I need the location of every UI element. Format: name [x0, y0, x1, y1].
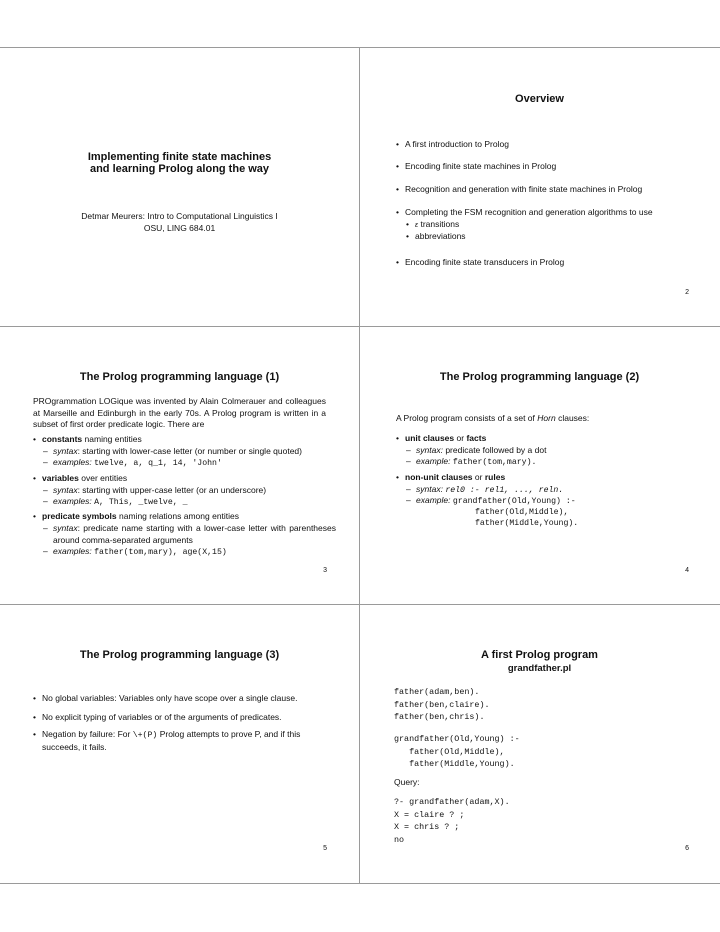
- code: father(tom,mary).: [452, 458, 537, 467]
- slide-1-author: Detmar Meurers: Intro to Computational Linguistics I: [81, 211, 278, 221]
- label: example:: [416, 495, 451, 505]
- code-line: father(Middle,Young).: [394, 759, 515, 770]
- code-line: father(Old,Middle),: [394, 746, 505, 757]
- label: syntax: [53, 446, 78, 456]
- text: or: [456, 433, 465, 443]
- code: twelve, a, q_1, 14, 'John': [94, 459, 222, 468]
- predicates-bullet: [33, 511, 239, 523]
- predicates-examples: [43, 546, 227, 559]
- term-predicates: predicate symbols: [42, 511, 117, 521]
- unit-clauses-bullet: [396, 433, 486, 445]
- slide-5-bullet: • No explicit typing of variables or of the arguments of predicates.: [33, 712, 282, 724]
- page-divider-bottom: [0, 883, 720, 884]
- slide-2-sub-bullet: [406, 219, 459, 232]
- label: syntax:: [416, 484, 443, 494]
- slide-5-title: The Prolog programming language (3): [79, 649, 280, 661]
- code-line: father(ben,claire).: [394, 699, 490, 710]
- slide-6-subtitle: grandfather.pl: [507, 663, 572, 674]
- code-line: father(ben,chris).: [394, 712, 485, 723]
- code: \+(P): [132, 731, 158, 740]
- sub-bullet-text: transitions: [420, 219, 460, 229]
- code-line: X = chris ? ;: [394, 822, 460, 833]
- code-rule: [394, 733, 520, 771]
- code-line: X = claire ? ;: [394, 809, 465, 820]
- label: example:: [416, 456, 451, 466]
- non-unit-example-line3: father(Middle,Young).: [475, 519, 579, 528]
- non-unit-example-line2: father(Old,Middle),: [475, 508, 569, 517]
- code: grandfather(Old,Young) :-: [452, 497, 576, 506]
- slide-2-bullet: • Encoding finite state transducers in Prolog: [396, 257, 564, 269]
- predicates-syntax: [43, 523, 336, 546]
- term: unit clauses: [405, 433, 455, 443]
- slide-4-intro: [396, 413, 589, 425]
- slide-6: [360, 604, 719, 883]
- slide-4: [360, 326, 719, 604]
- variables-examples: [43, 496, 187, 509]
- slide-5: [0, 604, 359, 883]
- bullet-text: over entities: [81, 473, 128, 483]
- label: syntax:: [416, 445, 443, 455]
- text: predicate followed by a dot: [445, 445, 547, 455]
- code-line: grandfather(Old,Young) :-: [394, 734, 520, 744]
- text: : predicate name starting with a lower-case letter with parentheses around comma-separated arguments: [53, 523, 336, 545]
- variables-bullet: [33, 473, 127, 485]
- label: syntax: [53, 523, 78, 533]
- slide-6-title: A first Prolog program: [481, 649, 598, 661]
- page-number: 4: [685, 567, 689, 574]
- code-facts: [394, 686, 490, 724]
- text: Prolog attempts to prove P, and if this succeeds, it fails.: [42, 729, 301, 752]
- code: father(tom,mary), age(X,15): [94, 548, 227, 557]
- slide-2-bullet: • Completing the FSM recognition and generation algorithms to use: [396, 207, 653, 219]
- slide-2-sub-bullet: • abbreviations: [406, 231, 466, 243]
- text: : starting with upper-case letter (or an underscore): [77, 485, 267, 495]
- unit-example: [406, 456, 536, 469]
- term: non-unit clauses: [405, 472, 473, 482]
- slide-4-title: The Prolog programming language (2): [439, 371, 640, 383]
- constants-examples: [43, 457, 222, 470]
- text: Negation by failure: For: [42, 729, 131, 739]
- code-query: [394, 796, 510, 846]
- slide-1-title-line1: Implementing finite state machines: [87, 151, 272, 163]
- slide-2-bullet: • Recognition and generation with finite state machines in Prolog: [396, 184, 642, 196]
- text: or: [474, 472, 483, 482]
- label: examples:: [53, 546, 92, 556]
- slide-5-bullet: [33, 729, 326, 753]
- text: : starting with lower-case letter (or number or single quoted): [77, 446, 302, 456]
- code-line: father(adam,ben).: [394, 687, 480, 697]
- slide-2: [360, 47, 719, 326]
- page-number: 3: [323, 567, 327, 574]
- term: rules: [484, 472, 506, 482]
- variables-syntax: [43, 485, 266, 497]
- text: clauses:: [558, 413, 590, 423]
- query-label: Query:: [394, 777, 420, 787]
- epsilon-symbol: ε: [415, 222, 419, 229]
- label: syntax: [53, 485, 78, 495]
- slide-5-bullet: • No global variables: Variables only have scope over a single clause.: [33, 693, 297, 705]
- page-number: 5: [323, 845, 327, 852]
- code: rel0 :- rel1, ..., reln.: [445, 486, 564, 495]
- slide-2-title: Overview: [515, 93, 564, 105]
- slide-1: [0, 47, 359, 326]
- label: examples:: [53, 457, 92, 467]
- slide-1-course: OSU, LING 684.01: [143, 223, 216, 233]
- code: A, This, _twelve, _: [94, 498, 188, 507]
- bullet-text: naming relations among entities: [119, 511, 240, 521]
- code-line: ?- grandfather(adam,X).: [394, 797, 510, 807]
- unit-syntax: [406, 445, 546, 457]
- code-line: no: [394, 834, 405, 845]
- bullet-text: naming entities: [84, 434, 142, 444]
- slide-2-bullet: • A first introduction to Prolog: [396, 139, 509, 151]
- term-constants: constants: [42, 434, 83, 444]
- term-variables: variables: [42, 473, 79, 483]
- slide-3-title: The Prolog programming language (1): [79, 371, 280, 383]
- slide-1-title-line2: and learning Prolog along the way: [89, 163, 270, 175]
- constants-bullet: [33, 434, 142, 446]
- slide-3: [0, 326, 359, 604]
- slide-2-bullet: • Encoding finite state machines in Prolog: [396, 161, 556, 173]
- text: A Prolog program consists of a set of: [396, 413, 535, 423]
- page-number: 6: [685, 845, 689, 852]
- constants-syntax: [43, 446, 302, 458]
- non-unit-clauses-bullet: [396, 472, 505, 484]
- page-number: 2: [685, 289, 689, 296]
- non-unit-example: [406, 495, 576, 508]
- slide-3-intro: PROgrammation LOGique was invented by Alain Colmerauer and colleagues at Marseille and Edinburgh in the early 70s. A Prolog program is written in a subset of first order predicate logic. There are: [33, 396, 326, 429]
- label: examples:: [53, 496, 92, 506]
- term-horn: Horn: [537, 413, 556, 423]
- term: facts: [466, 433, 487, 443]
